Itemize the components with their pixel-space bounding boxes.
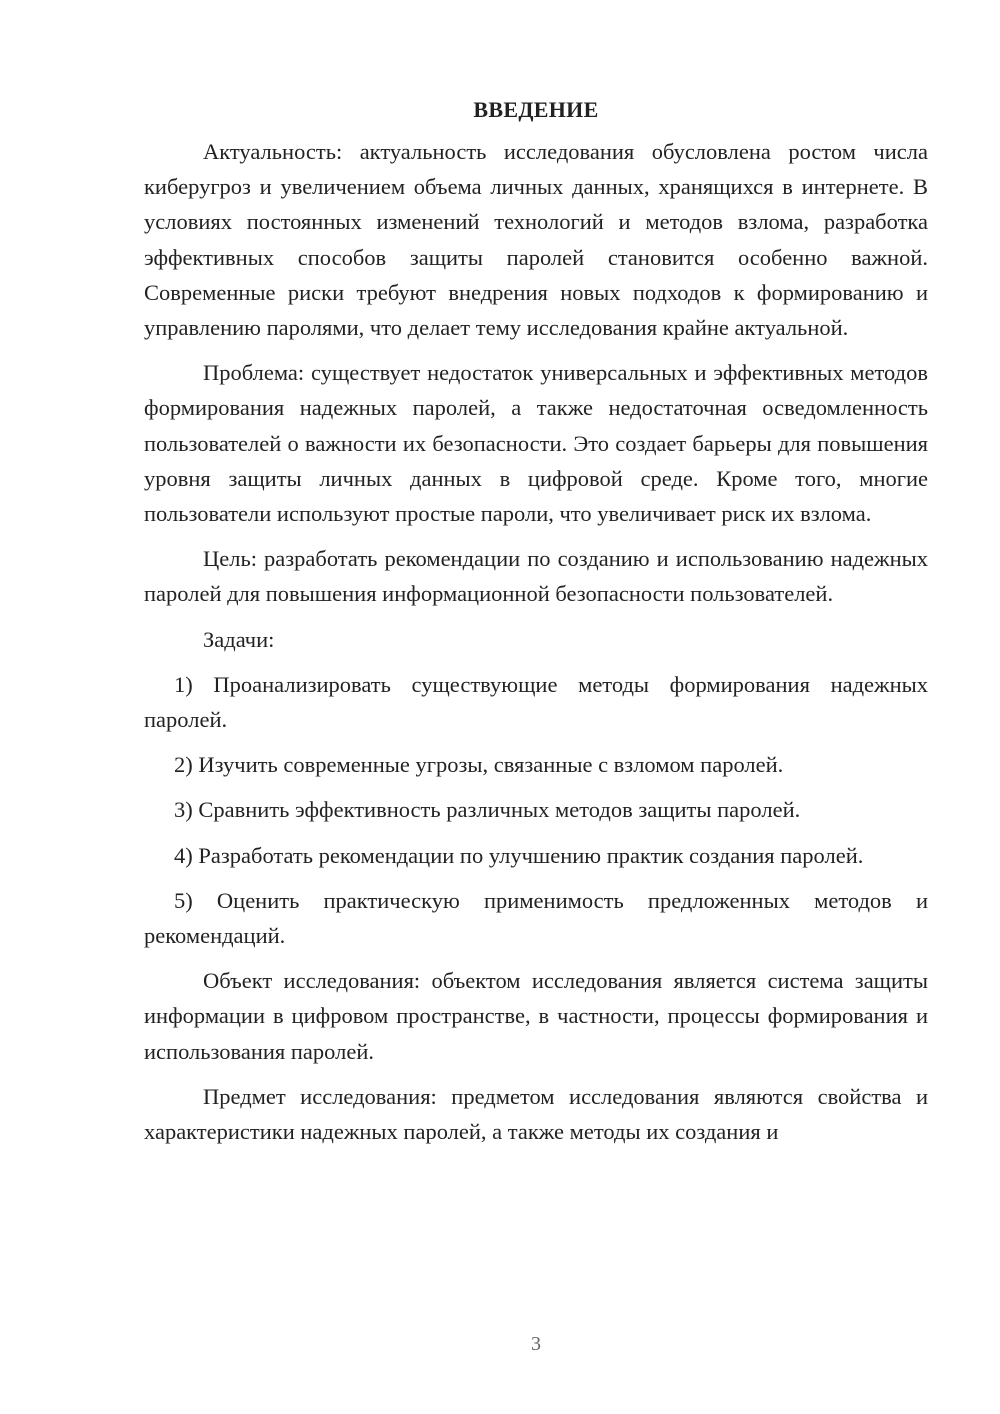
problem-paragraph: Проблема: существует недостаток универсальных и эффективных методов формирования надежных паролей, а также недостаточная осведомленность пользователей о важности их безопасности. Это создает барьеры для повышения уровня защиты личных данных в цифровой среде. Кроме того, многие пользователи используют простые пароли, что увеличивает риск их взлома. (144, 360, 928, 527)
task-item-2: 2) Изучить современные угрозы, связанные с взломом паролей. (174, 752, 784, 778)
goal-paragraph: Цель: разработать рекомендации по созданию и использованию надежных паролей для повышения информационной безопасности пользователей. (144, 546, 928, 607)
relevance-paragraph: Актуальность: актуальность исследования обусловлена ростом числа киберугроз и увеличением объема личных данных, хранящихся в интернете. В условиях постоянных изменений технологий и методов взлома, разработка эффективных способов защиты паролей становится особенно важной. Современные риски требуют внедрения новых подходов к формированию и управлению паролями, что делает тему исследования крайне актуальной. (144, 139, 928, 341)
tasks-label: Задачи: (203, 626, 275, 652)
object-paragraph: Объект исследования: объектом исследования является система защиты информации в цифровом пространстве, в частности, процессы формирования и использования паролей. (144, 968, 928, 1064)
page-number: 3 (531, 1333, 541, 1355)
task-item-1: 1) Проанализировать существующие методы формирования надежных паролей. (144, 671, 928, 733)
task-item-4: 4) Разработать рекомендации по улучшению практик создания паролей. (174, 842, 864, 868)
task-item-5: 5) Оценить практическую применимость предложенных методов и рекомендаций. (144, 887, 928, 949)
task-item-3: 3) Сравнить эффективность различных методов защиты паролей. (174, 797, 801, 823)
subject-paragraph: Предмет исследования: предметом исследования являются свойства и характеристики надежных паролей, а также методы их создания и (144, 1083, 928, 1145)
page-content (144, 94, 928, 1159)
section-heading: ВВЕДЕНИЕ (473, 97, 599, 122)
